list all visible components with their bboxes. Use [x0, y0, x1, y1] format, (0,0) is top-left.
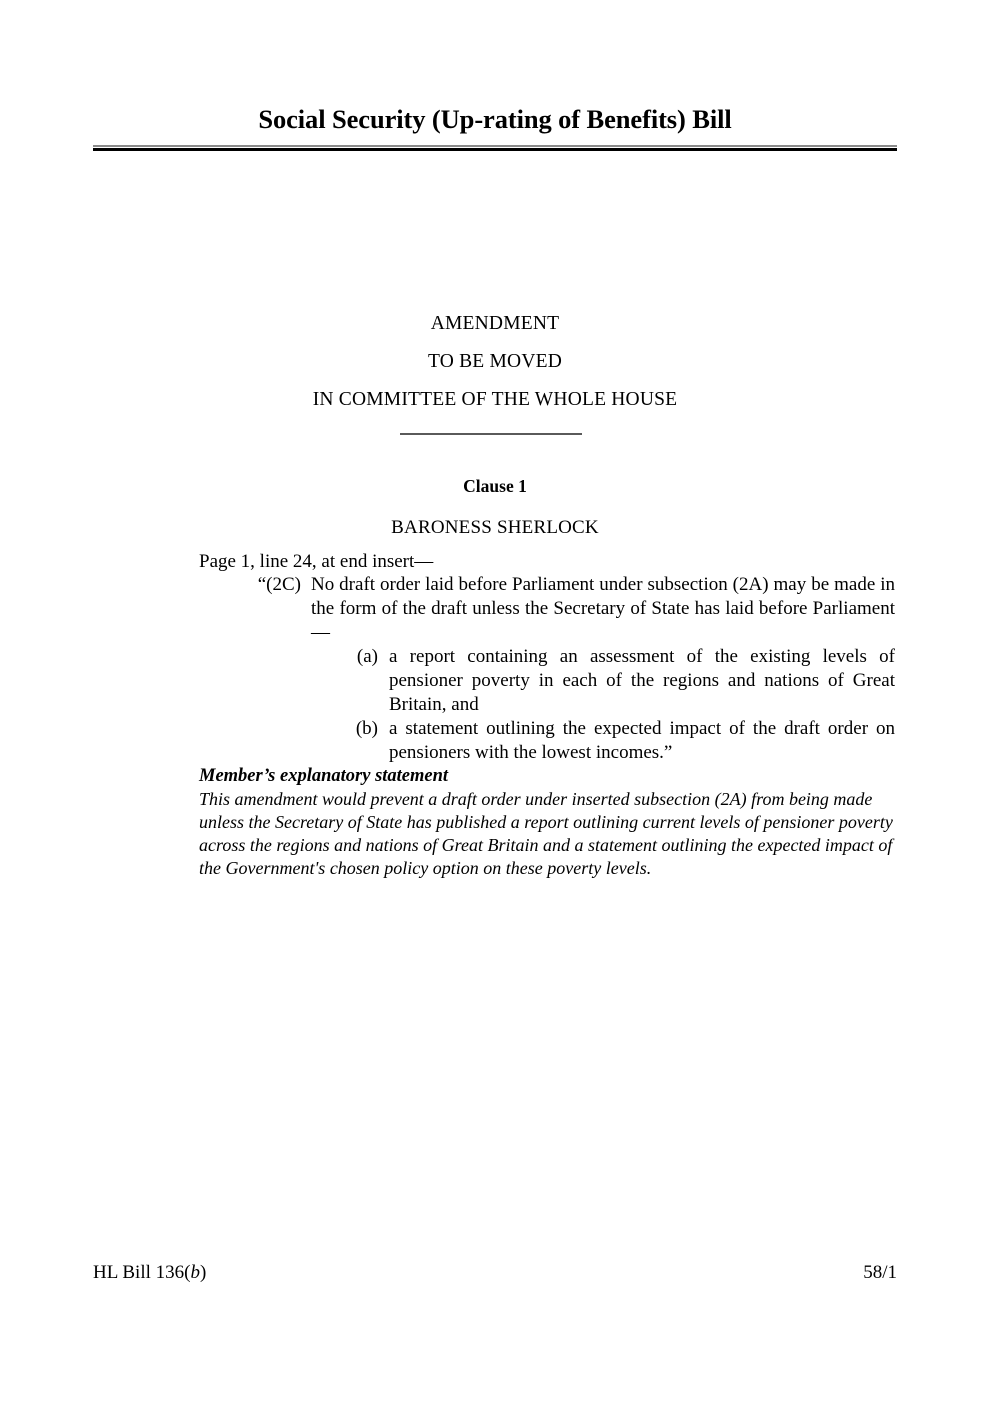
page-number: 58/1 [863, 1262, 897, 1283]
title-divider-thin-line [93, 145, 897, 147]
subsection-row [199, 573, 895, 645]
explanatory-statement-heading: Member’s explanatory statement [199, 766, 449, 786]
list-item [199, 717, 895, 765]
heading-line-in-committee: IN COMMITTEE OF THE WHOLE HOUSE [312, 389, 678, 410]
paragraph-marker-a: (a) [356, 646, 378, 667]
title-divider-thick-line [93, 148, 897, 151]
paragraph-text-b: a statement outlining the expected impact of the draft order on pensioners with the lowest incomes.” [389, 718, 895, 763]
amendment-intro-line: Page 1, line 24, at end insert— [199, 551, 434, 572]
bill-reference [93, 1262, 206, 1284]
subsection-marker: “(2C) [257, 574, 301, 595]
bill-reference-letter: b [190, 1262, 200, 1283]
subsection-text: No draft order laid before Parliament under subsection (2A) may be made in the form of the draft unless the Secretary of State has laid before Parliament— [311, 574, 895, 643]
heading-line-to-be-moved: TO BE MOVED [427, 351, 562, 372]
clause-heading: Clause 1 [463, 476, 527, 496]
subsection-paragraph-list [199, 645, 895, 765]
page-title: Social Security (Up-rating of Benefits) Bill [258, 104, 732, 134]
explanatory-statement [199, 765, 896, 880]
title-divider [93, 145, 897, 151]
paragraph-marker-b: (b) [355, 718, 378, 739]
list-item [199, 645, 895, 717]
amendment-heading-block [93, 305, 897, 419]
bill-reference-prefix: HL Bill 136( [93, 1262, 191, 1283]
member-name: BARONESS SHERLOCK [391, 517, 599, 538]
amendment-subsection [199, 573, 895, 765]
heading-line-amendment: AMENDMENT [430, 313, 560, 334]
paragraph-text-a: a report containing an assessment of the existing levels of pensioner poverty in each of the regions and nations of Great Britain, and [389, 646, 895, 715]
explanatory-statement-body: This amendment would prevent a draft order under inserted subsection (2A) from being made unless the Secretary of State has published a report outlining current levels of pensioner poverty across the regions and nations of Great Britain and a statement outlining the expected impact of the Government's chosen policy option on these poverty levels. [199, 789, 893, 878]
bill-reference-suffix: ) [199, 1262, 207, 1283]
page-footer [93, 1262, 897, 1284]
section-divider [400, 433, 582, 435]
